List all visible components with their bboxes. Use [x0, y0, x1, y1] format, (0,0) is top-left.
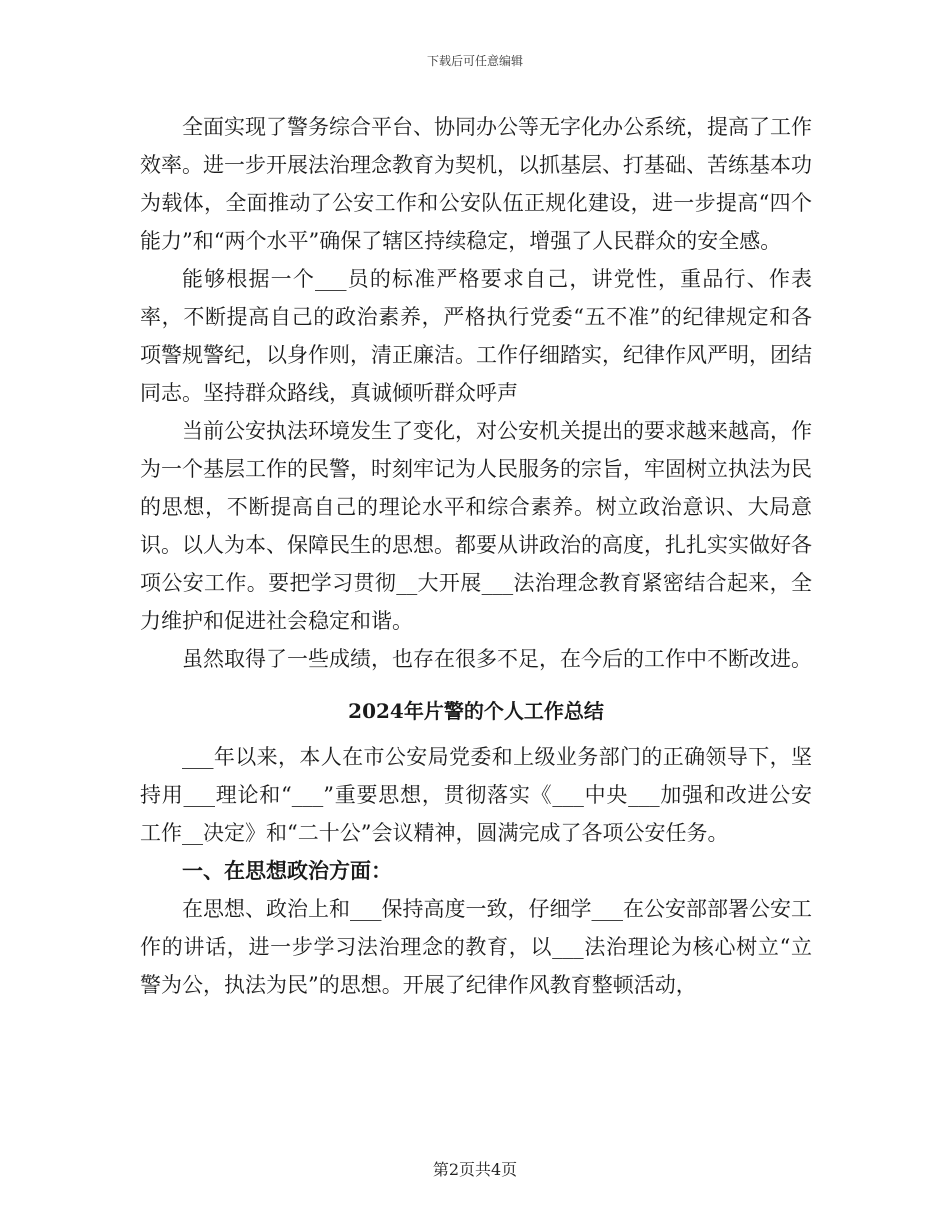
section-title: 2024年片警的个人工作总结 — [348, 699, 604, 723]
paragraph: 能够根据一个___员的标准严格要求自己，讲党性，重品行、作表率，不断提高自己的政治素养，严格执行党委“五不准”的纪律规定和各项警规警纪，以身作则，清正廉洁。工作仔细踏实，纪律作风严明，团结同志。坚持群众路线，真诚倾听群众呼声 — [140, 267, 812, 405]
paragraph: 当前公安执法环境发生了变化，对公安机关提出的要求越来越高，作为一个基层工作的民警，时刻牢记为人民服务的宗旨，牢固树立执法为民的思想，不断提高自己的理论水平和综合素养。树立政治意识、大局意识。以人为本、保障民生的思想。都要从讲政治的高度，扎扎实实做好各项公安工作。要把学习贯彻__大开展___法治理念教育紧密结合起来，全力维护和促进社会稳定和谐。 — [140, 419, 812, 633]
paragraph: 虽然取得了一些成绩，也存在很多不足，在今后的工作中不断改进。 — [182, 647, 812, 671]
page-number: 第2页共4页 — [432, 1160, 518, 1179]
paragraph: 全面实现了警务综合平台、协同办公等无字化办公系统，提高了工作效率。进一步开展法治理念教育为契机，以抓基层、打基础、苦练基本功为载体，全面推动了公安工作和公安队伍正规化建设，进一步提高“四个能力”和“两个水平”确保了辖区持续稳定，增强了人民群众的安全感。 — [140, 115, 812, 253]
paragraph: ___年以来，本人在市公安局党委和上级业务部门的正确领导下，坚持用___理论和“___”重要思想，贯彻落实《___中央___加强和改进公安工作__决定》和“二十公”会议精神，圆满完成了各项公安任务。 — [140, 745, 812, 845]
header-note: 下载后可任意编辑 — [426, 54, 523, 68]
paragraph: 在思想、政治上和___保持高度一致，仔细学___在公安部部署公安工作的讲话，进一步学习法治理念的教育，以___法治理论为核心树立“立警为公，执法为民”的思想。开展了纪律作风教育整顿活动， — [140, 897, 812, 997]
subheading: 一、在思想政治方面： — [182, 858, 392, 883]
document-body — [140, 108, 812, 1004]
